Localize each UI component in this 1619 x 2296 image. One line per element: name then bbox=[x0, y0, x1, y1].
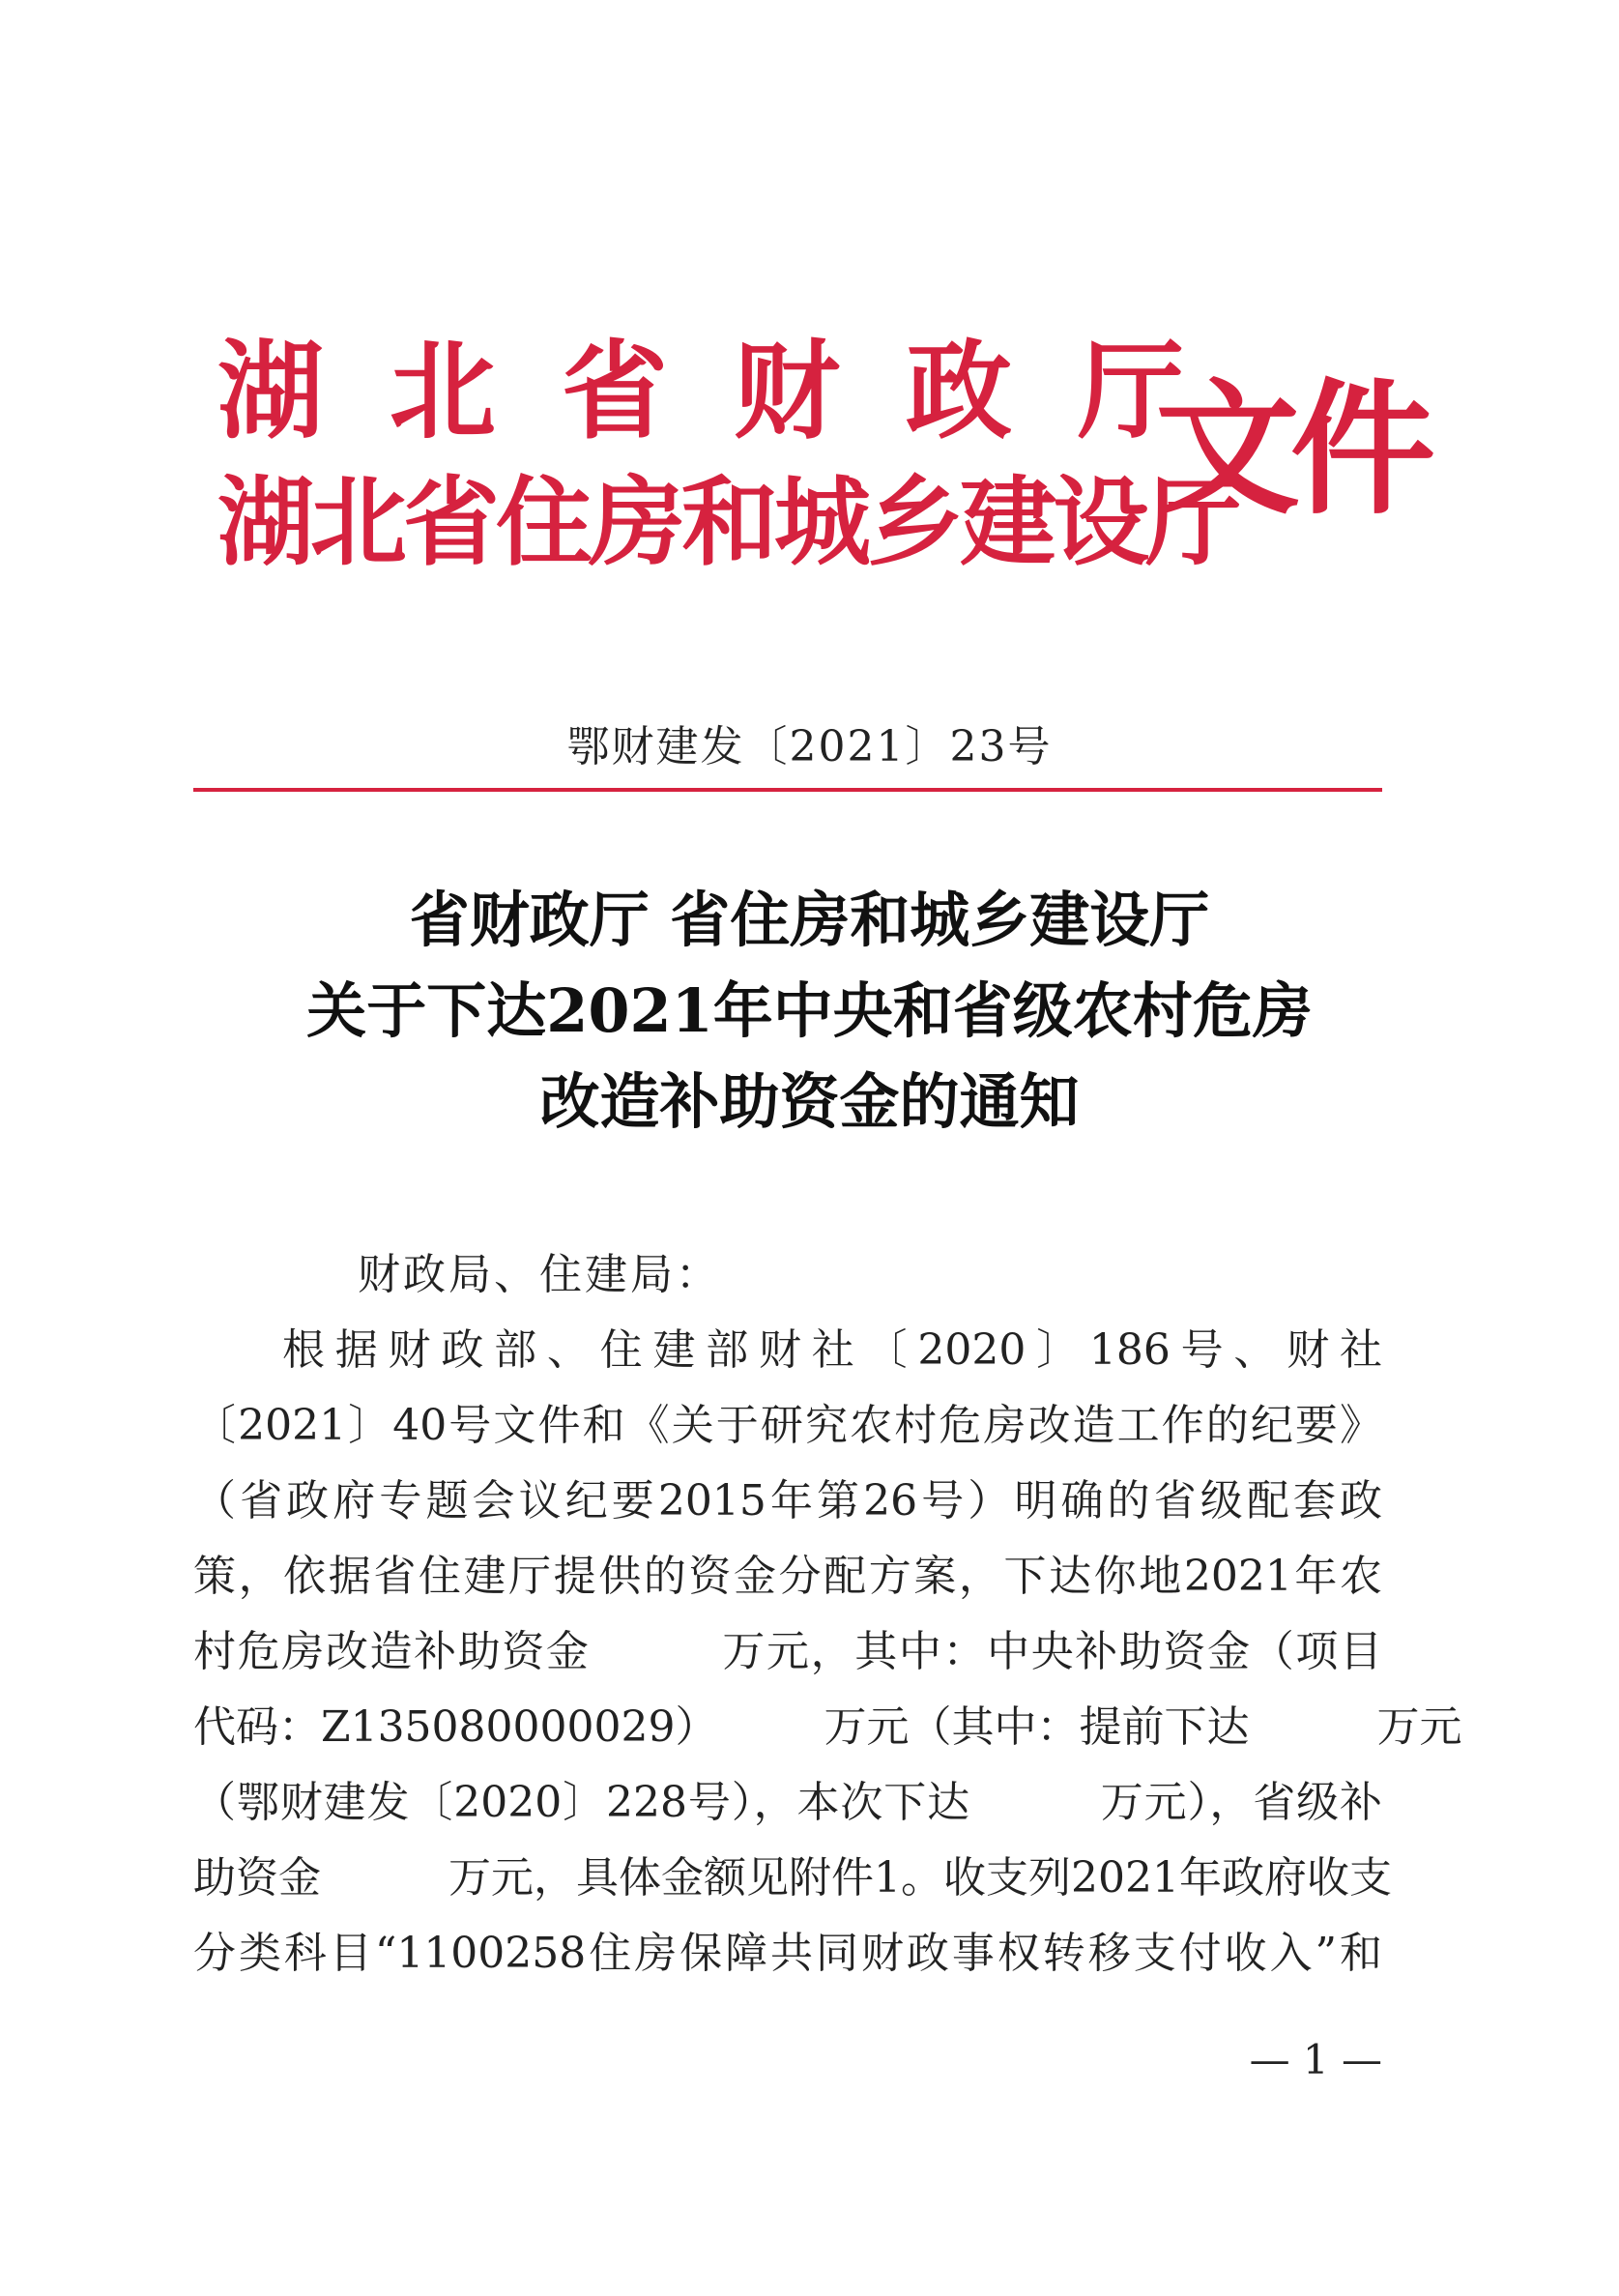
title-line-3: 改造补助资金的通知 bbox=[539, 1066, 1080, 1137]
document-header bbox=[217, 329, 1427, 590]
title-line-1: 省财政厅 省住房和城乡建设厅 bbox=[409, 885, 1210, 955]
body-line: 根据财政部、住建部财社〔2020〕186号、财社 bbox=[282, 1325, 1382, 1375]
body-line: 策，依据省住建厅提供的资金分配方案，下达你地2021年农 bbox=[193, 1552, 1382, 1601]
page-number: — 1 — bbox=[1249, 2036, 1382, 2083]
body-line: 〔2021〕40号文件和《关于研究农村危房改造工作的纪要》 bbox=[193, 1401, 1382, 1450]
issuer-housing-dept: 湖北省住房和城乡建设厅 bbox=[217, 465, 1238, 579]
body-line: （鄂财建发〔2020〕228号），本次下达 万元），省级补 bbox=[193, 1778, 1382, 1827]
body-line: 助资金 万元，具体金额见附件1。收支列2021年政府收支 bbox=[193, 1853, 1392, 1903]
red-divider-rule bbox=[193, 788, 1382, 792]
document-body bbox=[193, 1237, 1462, 1991]
document-number: 鄂财建发〔2021〕23号 bbox=[566, 722, 1053, 771]
body-line: 分类科目“1100258住房保障共同财政事权转移支付收入”和 bbox=[193, 1929, 1382, 1978]
salutation: 财政局、住建局： bbox=[358, 1250, 721, 1299]
issuer-finance-dept: 湖北省财政厅 bbox=[217, 329, 1250, 453]
body-line: 代码：Z135080000029） 万元（其中：提前下达 万元 bbox=[193, 1702, 1462, 1752]
title-line-2: 关于下达2021年中央和省级农村危房 bbox=[306, 975, 1313, 1046]
body-line: （省政府专题会议纪要2015年第26号）明确的省级配套政 bbox=[193, 1476, 1382, 1526]
document-title bbox=[0, 875, 1619, 1148]
header-document-suffix: 文件 bbox=[1155, 364, 1427, 535]
body-line: 村危房改造补助资金 万元，其中：中央补助资金（项目 bbox=[193, 1627, 1382, 1676]
